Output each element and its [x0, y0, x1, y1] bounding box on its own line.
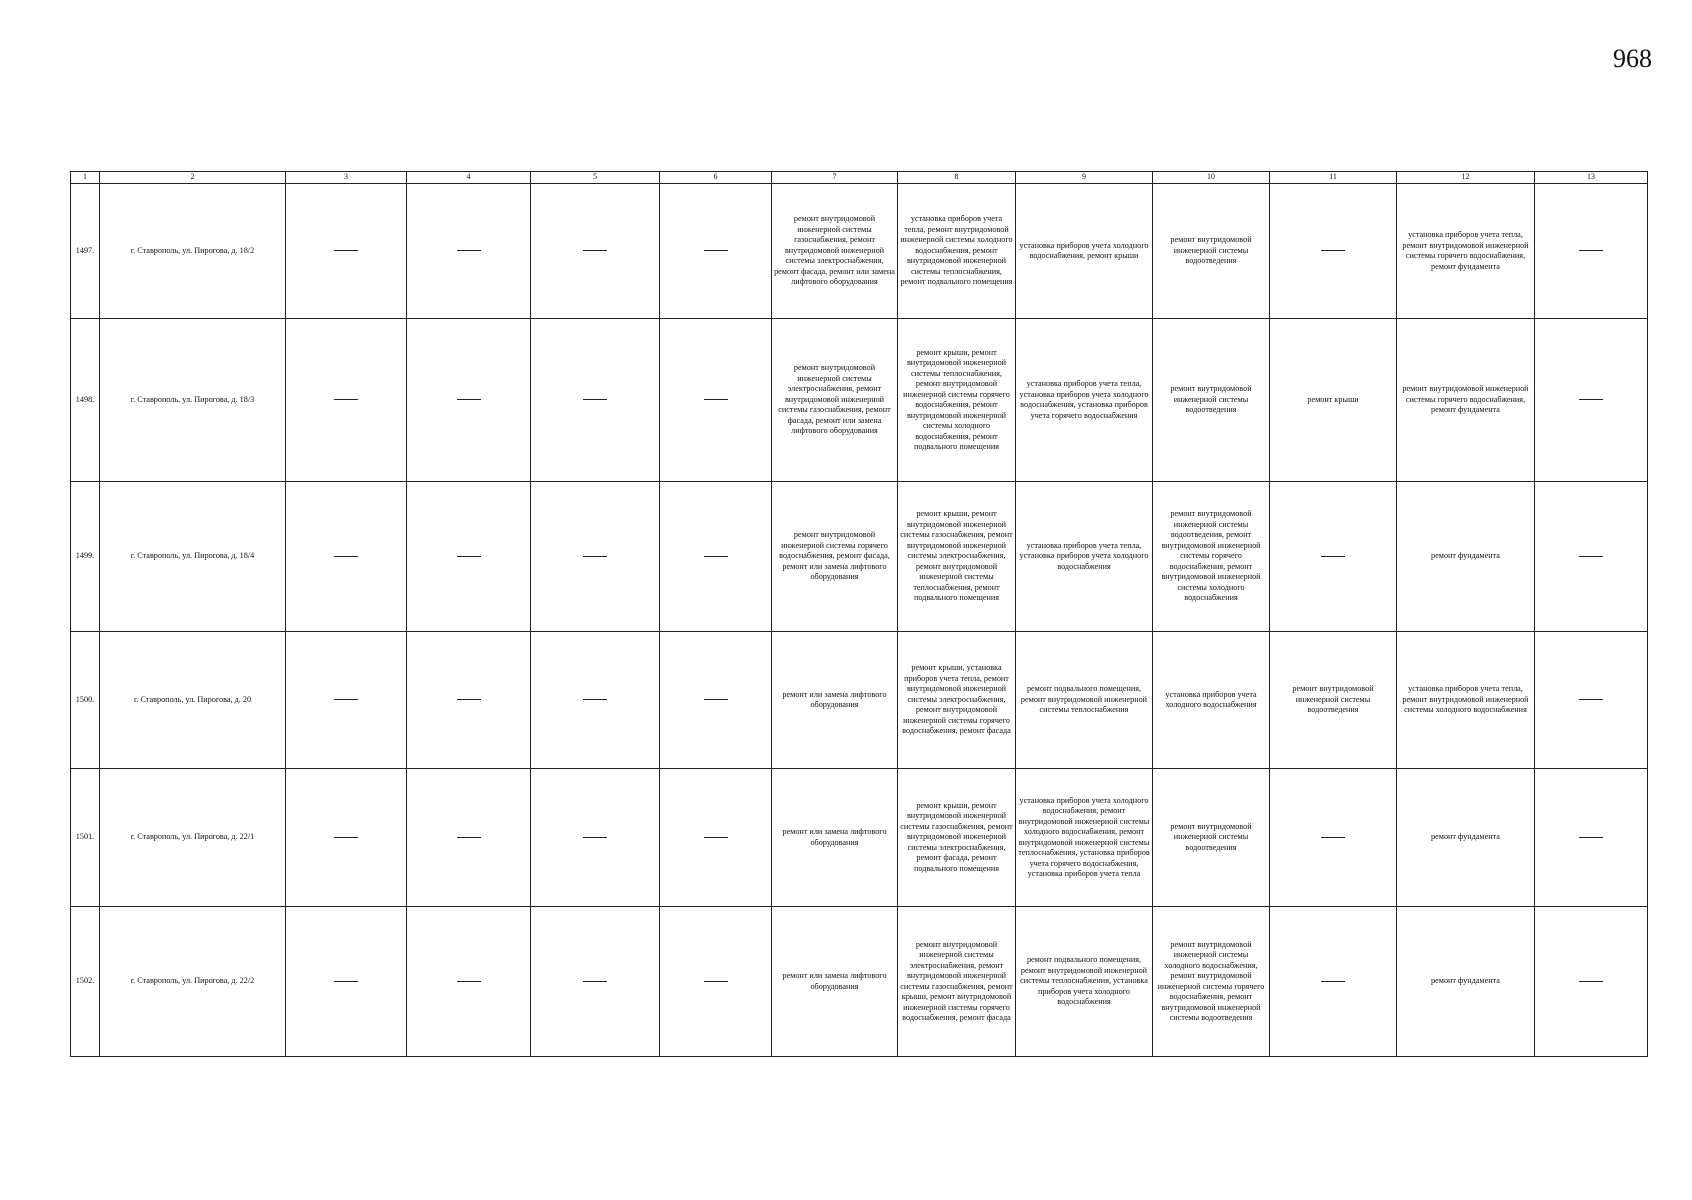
- work-cell-col12: [1397, 184, 1535, 319]
- row-number: [71, 482, 100, 632]
- dash-mark: [583, 399, 607, 400]
- work-cell-col10-text: ремонт внутридомовой инженерной системы водоотведения: [1170, 384, 1252, 415]
- work-cell-col12: [1397, 319, 1535, 482]
- work-cell-col7-text: ремонт или замена лифтового оборудования: [782, 689, 887, 709]
- empty-dash-cell: [1270, 482, 1397, 632]
- row-number: [71, 319, 100, 482]
- dash-mark: [457, 699, 481, 700]
- work-cell-col7: [772, 632, 898, 769]
- dash-mark: [704, 399, 728, 400]
- empty-dash-cell: [1270, 184, 1397, 319]
- work-cell-col8: [898, 769, 1016, 907]
- row-number: [71, 907, 100, 1057]
- work-cell-col12-text: установка приборов учета тепла, ремонт внутридомовой инженерной системы горячего водоснабжения, ремонт фундамента: [1402, 230, 1529, 271]
- dash-mark: [457, 556, 481, 557]
- work-cell-col12: [1397, 907, 1535, 1057]
- dash-mark: [583, 250, 607, 251]
- empty-dash-cell: [531, 907, 660, 1057]
- column-header: 4: [407, 172, 531, 184]
- dash-mark: [334, 399, 358, 400]
- work-cell-col8: [898, 632, 1016, 769]
- empty-dash-cell: [531, 632, 660, 769]
- work-cell-col12: [1397, 482, 1535, 632]
- work-cell-col11-text: ремонт крыши: [1307, 394, 1359, 404]
- table-row: [71, 184, 1648, 319]
- work-cell-col12-text: ремонт фундамента: [1431, 832, 1500, 842]
- work-cell-col7-text: ремонт внутридомовой инженерной системы горячего водоснабжения, ремонт фасада, ремонт или замена лифтового оборудования: [779, 530, 890, 582]
- column-header: 2: [100, 172, 286, 184]
- column-header: 11: [1270, 172, 1397, 184]
- work-cell-col8: [898, 907, 1016, 1057]
- work-cell-col7-text: ремонт или замена лифтового оборудования: [782, 971, 887, 991]
- work-cell-col10-text: ремонт внутридомовой инженерной системы водоотведения: [1170, 821, 1252, 852]
- dash-mark: [583, 556, 607, 557]
- empty-dash-cell: [286, 907, 407, 1057]
- dash-mark: [704, 981, 728, 982]
- work-cell-col7-text: ремонт или замена лифтового оборудования: [782, 827, 887, 847]
- work-cell-col9: [1016, 184, 1153, 319]
- work-cell-col12-text: ремонт внутридомовой инженерной системы горячего водоснабжения, ремонт фундамента: [1402, 384, 1529, 415]
- empty-dash-cell: [660, 907, 772, 1057]
- work-cell-col10: [1153, 482, 1270, 632]
- work-cell-col10: [1153, 632, 1270, 769]
- column-header: 6: [660, 172, 772, 184]
- dash-mark: [457, 981, 481, 982]
- table-row: [71, 319, 1648, 482]
- column-header: 9: [1016, 172, 1153, 184]
- work-cell-col9: [1016, 769, 1153, 907]
- column-header: 1: [71, 172, 100, 184]
- work-cell-col12: [1397, 632, 1535, 769]
- dash-mark: [1321, 250, 1345, 251]
- repair-schedule-table: [70, 171, 1648, 1057]
- empty-dash-cell: [1535, 319, 1648, 482]
- work-cell-col7-text: ремонт внутридомовой инженерной системы электроснабжения, ремонт внутридомовой инженерной системы газоснабжения, ремонт фасада, ремонт или замена лифтового оборудования: [778, 363, 891, 436]
- work-cell-col10: [1153, 907, 1270, 1057]
- dash-mark: [704, 556, 728, 557]
- work-cell-col9: [1016, 907, 1153, 1057]
- empty-dash-cell: [286, 319, 407, 482]
- address-cell: [100, 482, 286, 632]
- dash-mark: [1579, 250, 1603, 251]
- work-cell-col8: [898, 184, 1016, 319]
- row-number-text: 1498.: [75, 394, 95, 404]
- dash-mark: [583, 699, 607, 700]
- column-header: 7: [772, 172, 898, 184]
- work-cell-col8: [898, 482, 1016, 632]
- dash-mark: [457, 250, 481, 251]
- address-cell-text: г. Ставрополь, ул. Пирогова, д. 18/2: [130, 245, 255, 255]
- column-header: 12: [1397, 172, 1535, 184]
- dash-mark: [1579, 699, 1603, 700]
- work-cell-col9: [1016, 632, 1153, 769]
- table-row: [71, 482, 1648, 632]
- address-cell-text: г. Ставрополь, ул. Пирогова, д. 22/1: [130, 832, 255, 842]
- empty-dash-cell: [407, 184, 531, 319]
- dash-mark: [457, 399, 481, 400]
- work-cell-col12: [1397, 769, 1535, 907]
- address-cell-text: г. Ставрополь, ул. Пирогова, д. 22/2: [130, 976, 255, 986]
- work-cell-col9-text: установка приборов учета тепла, установка приборов учета холодного водоснабжения, установка приборов учета горячего водоснабжения: [1019, 379, 1149, 420]
- work-cell-col8: [898, 319, 1016, 482]
- row-number-text: 1497.: [75, 245, 95, 255]
- dash-mark: [1321, 556, 1345, 557]
- empty-dash-cell: [1270, 769, 1397, 907]
- dash-mark: [704, 250, 728, 251]
- empty-dash-cell: [407, 907, 531, 1057]
- empty-dash-cell: [660, 184, 772, 319]
- address-cell: [100, 319, 286, 482]
- dash-mark: [457, 837, 481, 838]
- empty-dash-cell: [286, 632, 407, 769]
- dash-mark: [704, 699, 728, 700]
- work-cell-col7: [772, 907, 898, 1057]
- empty-dash-cell: [286, 769, 407, 907]
- column-header: 3: [286, 172, 407, 184]
- dash-mark: [704, 837, 728, 838]
- address-cell: [100, 184, 286, 319]
- dash-mark: [334, 981, 358, 982]
- work-cell-col9-text: ремонт подвального помещения, ремонт внутридомовой инженерной системы теплоснабжения: [1020, 684, 1148, 715]
- dash-mark: [1579, 556, 1603, 557]
- dash-mark: [334, 699, 358, 700]
- work-cell-col10-text: ремонт внутридомовой инженерной системы холодного водоснабжения, ремонт внутридомовой инженерной системы горячего водоснабжения, ремонт внутридомовой инженерной системы водоотведения: [1157, 939, 1265, 1022]
- work-cell-col7: [772, 482, 898, 632]
- address-cell: [100, 769, 286, 907]
- empty-dash-cell: [407, 632, 531, 769]
- table-row: [71, 769, 1648, 907]
- empty-dash-cell: [1535, 184, 1648, 319]
- table-body: [71, 184, 1648, 1057]
- work-cell-col11: [1270, 319, 1397, 482]
- work-cell-col11: [1270, 632, 1397, 769]
- empty-dash-cell: [1535, 907, 1648, 1057]
- work-cell-col8-text: ремонт внутридомовой инженерной системы электроснабжения, ремонт внутридомовой инженерной системы газоснабжения, ремонт крыши, ремонт внутридомовой инженерной системы горячего водоснабжения, ремонт фасада: [900, 939, 1013, 1022]
- address-cell-text: г. Ставрополь, ул. Пирогова, д. 18/4: [130, 551, 255, 561]
- work-cell-col10: [1153, 184, 1270, 319]
- work-cell-col10-text: установка приборов учета холодного водоснабжения: [1165, 689, 1257, 709]
- column-header: 13: [1535, 172, 1648, 184]
- work-cell-col10-text: ремонт внутридомовой инженерной системы водоотведения, ремонт внутридомовой инженерной системы горячего водоснабжения, ремонт внутридомовой инженерной системы холодного водоснабжения: [1161, 509, 1261, 603]
- empty-dash-cell: [1270, 907, 1397, 1057]
- address-cell-text: г. Ставрополь, ул. Пирогова, д. 18/3: [130, 394, 255, 404]
- dash-mark: [583, 981, 607, 982]
- empty-dash-cell: [407, 482, 531, 632]
- dash-mark: [334, 837, 358, 838]
- empty-dash-cell: [531, 769, 660, 907]
- dash-mark: [1579, 981, 1603, 982]
- work-cell-col7: [772, 319, 898, 482]
- table-row: [71, 632, 1648, 769]
- empty-dash-cell: [660, 482, 772, 632]
- empty-dash-cell: [660, 632, 772, 769]
- row-number: [71, 632, 100, 769]
- empty-dash-cell: [286, 482, 407, 632]
- work-cell-col9-text: установка приборов учета тепла, установка приборов учета холодного водоснабжения: [1019, 540, 1149, 571]
- work-cell-col10-text: ремонт внутридомовой инженерной системы водоотведения: [1170, 235, 1252, 266]
- work-cell-col9-text: установка приборов учета холодного водоснабжения, ремонт внутридомовой инженерной системы холодного водоснабжения, ремонт внутридомовой инженерной системы теплоснабжения, установка приборов учета горячего водоснабжения, установка приборов учета тепла: [1018, 795, 1150, 878]
- row-number-text: 1500.: [75, 694, 95, 704]
- dash-mark: [1321, 981, 1345, 982]
- empty-dash-cell: [407, 319, 531, 482]
- work-cell-col9: [1016, 482, 1153, 632]
- row-number: [71, 769, 100, 907]
- empty-dash-cell: [1535, 769, 1648, 907]
- column-header: 8: [898, 172, 1016, 184]
- table-row: [71, 907, 1648, 1057]
- work-cell-col12-text: ремонт фундамента: [1431, 976, 1500, 986]
- dash-mark: [1579, 399, 1603, 400]
- work-cell-col12-text: ремонт фундамента: [1431, 551, 1500, 561]
- work-cell-col8-text: установка приборов учета тепла, ремонт внутридомовой инженерной системы холодного водоснабжения, ремонт внутридомовой инженерной системы теплоснабжения, ремонт подвального помещения: [900, 214, 1013, 287]
- empty-dash-cell: [1535, 482, 1648, 632]
- empty-dash-cell: [286, 184, 407, 319]
- column-header: 10: [1153, 172, 1270, 184]
- work-cell-col9-text: ремонт подвального помещения, ремонт внутридомовой инженерной системы теплоснабжения, установка приборов учета холодного водоснабжения: [1020, 955, 1148, 1007]
- column-number-row: [71, 172, 1648, 184]
- work-cell-col9: [1016, 319, 1153, 482]
- dash-mark: [334, 250, 358, 251]
- empty-dash-cell: [531, 184, 660, 319]
- work-cell-col10: [1153, 319, 1270, 482]
- empty-dash-cell: [660, 319, 772, 482]
- work-cell-col11-text: ремонт внутридомовой инженерной системы водоотведения: [1292, 684, 1374, 715]
- work-cell-col7: [772, 184, 898, 319]
- work-cell-col9-text: установка приборов учета холодного водоснабжения, ремонт крыши: [1019, 240, 1149, 260]
- address-cell: [100, 632, 286, 769]
- dash-mark: [1321, 837, 1345, 838]
- empty-dash-cell: [531, 482, 660, 632]
- empty-dash-cell: [660, 769, 772, 907]
- row-number: [71, 184, 100, 319]
- address-cell: [100, 907, 286, 1057]
- work-cell-col10: [1153, 769, 1270, 907]
- empty-dash-cell: [407, 769, 531, 907]
- row-number-text: 1499.: [75, 551, 95, 561]
- dash-mark: [583, 837, 607, 838]
- work-cell-col8-text: ремонт крыши, ремонт внутридомовой инженерной системы теплоснабжения, ремонт внутридомовой инженерной системы горячего водоснабжения, ремонт внутридомовой инженерной системы холодного водоснабжения, ремонт подвального помещения: [903, 347, 1010, 451]
- empty-dash-cell: [531, 319, 660, 482]
- work-cell-col8-text: ремонт крыши, установка приборов учета тепла, ремонт внутридомовой инженерной системы электроснабжения, ремонт внутридомовой инженерной системы горячего водоснабжения, ремонт фасада: [902, 663, 1011, 736]
- row-number-text: 1502.: [75, 976, 95, 986]
- dash-mark: [1579, 837, 1603, 838]
- address-cell-text: г. Ставрополь, ул. Пирогова, д. 20: [133, 694, 252, 704]
- page-number: 968: [1613, 44, 1652, 73]
- work-cell-col8-text: ремонт крыши, ремонт внутридомовой инженерной системы газоснабжения, ремонт внутридомовой инженерной системы электроснабжения, ремонт внутридомовой инженерной системы теплоснабжения, ремонт подвального помещения: [900, 509, 1013, 603]
- empty-dash-cell: [1535, 632, 1648, 769]
- dash-mark: [334, 556, 358, 557]
- row-number-text: 1501.: [75, 832, 95, 842]
- work-cell-col7-text: ремонт внутридомовой инженерной системы газоснабжения, ремонт внутридомовой инженерной системы электроснабжения, ремонт фасада, ремонт или замена лифтового оборудования: [774, 214, 895, 287]
- work-cell-col12-text: установка приборов учета тепла, ремонт внутридомовой инженерной системы холодного водоснабжения: [1402, 684, 1529, 715]
- column-header: 5: [531, 172, 660, 184]
- work-cell-col7: [772, 769, 898, 907]
- work-cell-col8-text: ремонт крыши, ремонт внутридомовой инженерной системы газоснабжения, ремонт внутридомовой инженерной системы электроснабжения, ремонт фасада, ремонт подвального помещения: [900, 800, 1013, 873]
